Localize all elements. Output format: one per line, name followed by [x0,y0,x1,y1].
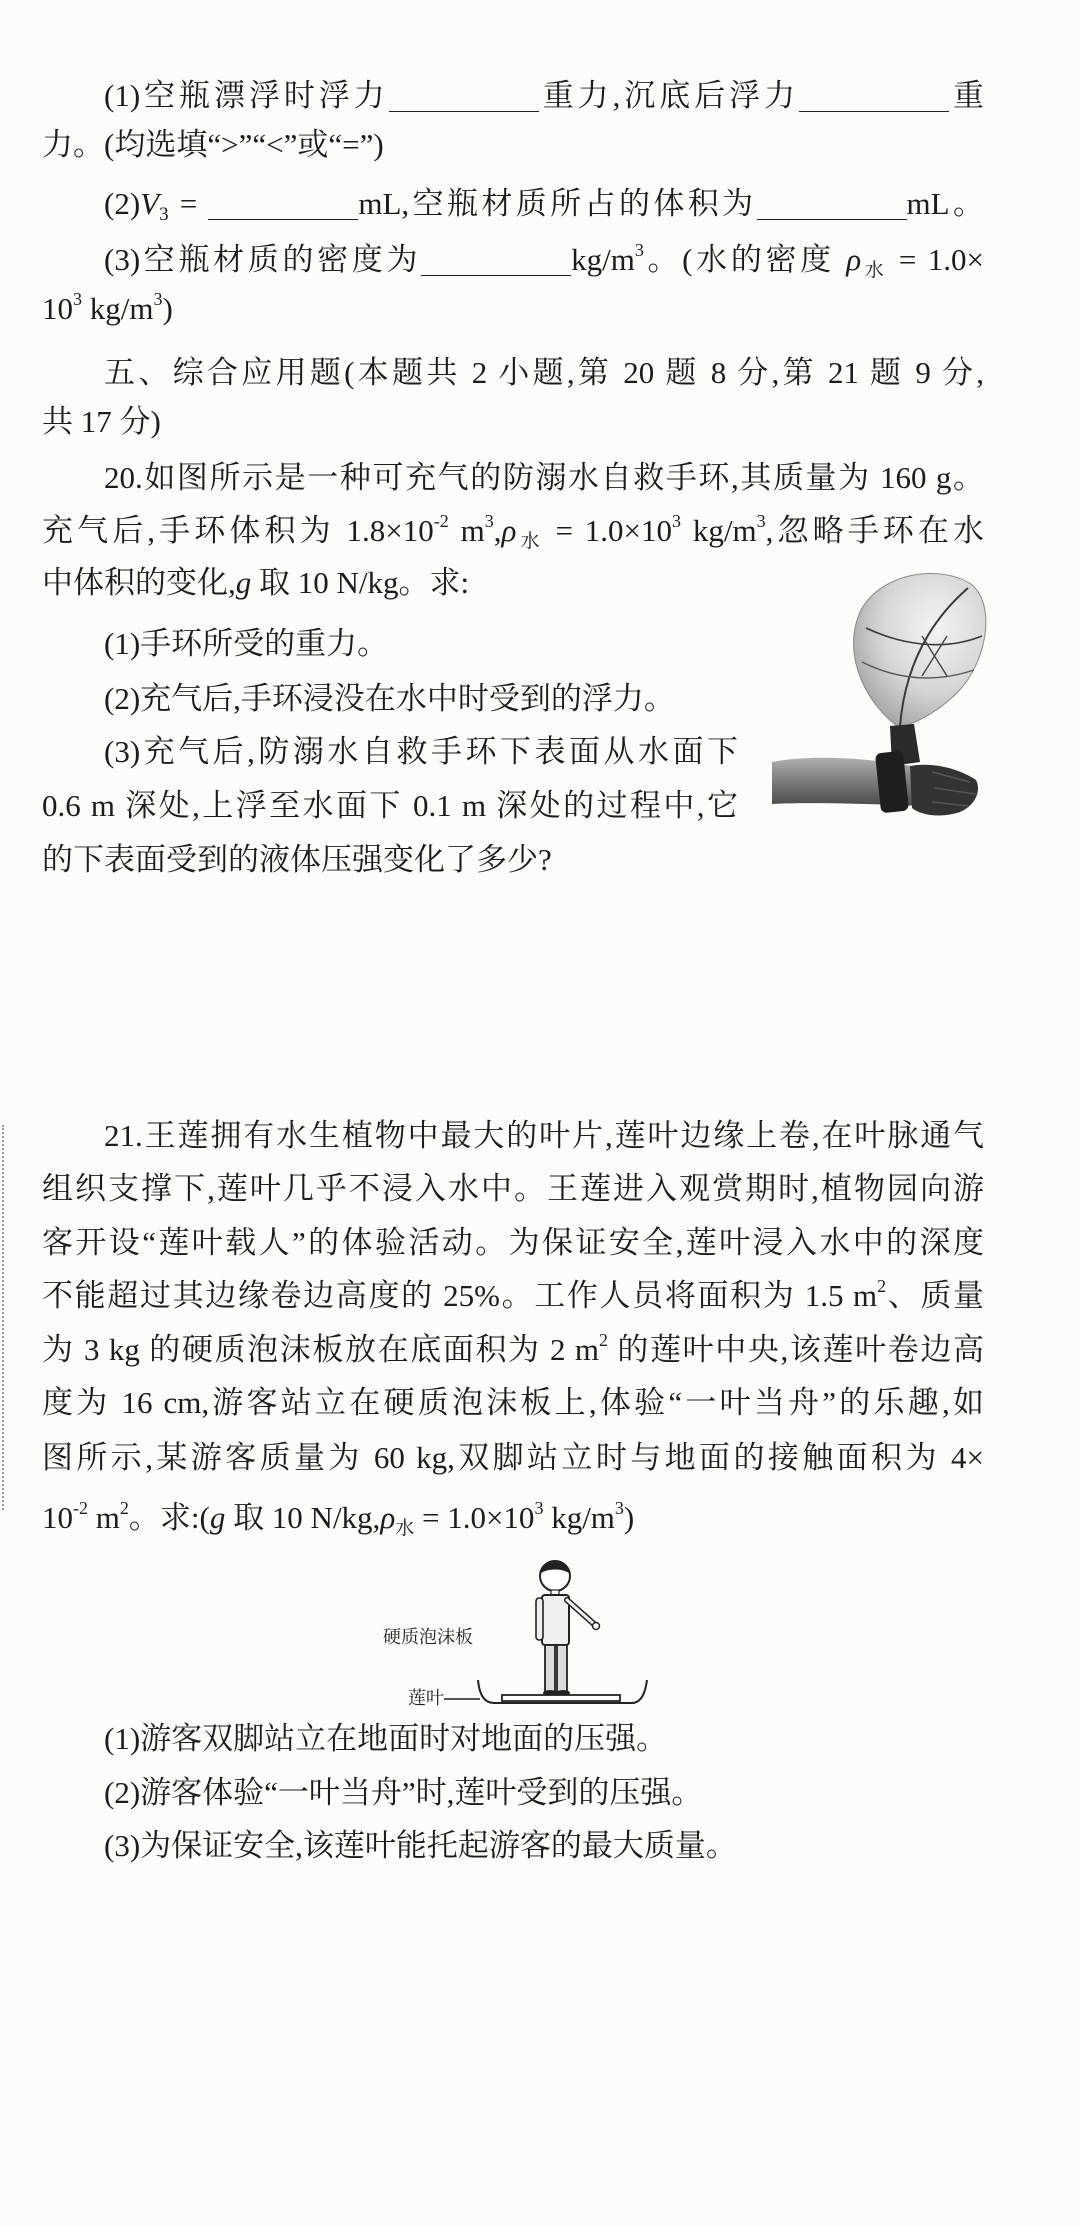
text-run: 充气后,手环体积为 1.8×10 [42,513,434,548]
superscript: 2 [599,1330,609,1350]
italic-symbol: g [209,1500,226,1535]
wrist-float-photo [772,566,987,834]
text-run: 中体积的变化, [42,565,236,600]
superscript: 3 [634,240,644,260]
text-run: 重 [949,78,984,113]
superscript: -2 [433,511,449,531]
superscript: 3 [534,1498,544,1518]
section5-heading-cont [42,402,984,442]
text-run: 。(水的密度 [643,242,847,277]
answer-blank [799,83,949,112]
q21-sub3 [42,1826,984,1866]
q21-stem-line6 [42,1383,984,1423]
text-run: 为 3 kg 的硬质泡沫板放在底面积为 2 m [42,1332,600,1367]
text-run: (3)充气后,防溺水自救手环下表面从水面下 [104,734,738,769]
q19-sub3-line-cont [42,289,984,329]
q20-stem-line1 [42,458,984,498]
q19-sub1-line [42,76,984,116]
text-run: (1)空瓶漂浮时浮力 [104,78,389,113]
text-run: 力。(均选填“>”“<”或“=”) [42,127,384,162]
q21-stem-line5 [42,1330,984,1370]
italic-symbol: ρ [380,1500,396,1535]
text-run: 10 [42,291,73,326]
binding-edge-dotted-line [2,1125,4,1510]
italic-symbol: ρ [846,242,862,277]
text-run: 取 10 N/kg, [225,1500,381,1535]
text-run: (1)手环所受的重力。 [104,626,389,661]
text-run: m [88,1500,120,1535]
q19-sub3-line [42,240,984,280]
text-run: 的莲叶中央,该莲叶卷边高 [608,1332,984,1367]
q21-stem-line1 [42,1116,984,1156]
text-run: 21.王莲拥有水生植物中最大的叶片,莲叶边缘上卷,在叶脉通气 [104,1118,984,1153]
text-run: = 1.0×10 [543,513,673,548]
section5-heading [42,353,984,393]
text-run: (1)游客双脚站立在地面时对地面的压强。 [104,1721,668,1756]
subscript: 水 [861,260,888,281]
foam-board [502,1695,620,1701]
text-run: kg/m [681,513,757,548]
q21-stem-line2 [42,1169,984,1209]
person-leg-right [557,1645,567,1693]
q21-stem-line8 [42,1498,984,1538]
text-run: = 1.0× [887,242,984,277]
text-run: 五、综合应用题(本题共 2 小题,第 20 题 8 分,第 21 题 9 分, [104,355,984,390]
superscript: 3 [73,289,82,309]
q19-sub1-line-cont [42,125,984,165]
text-run: 不能超过其边缘卷边高度的 25%。工作人员将面积为 1.5 m [42,1278,878,1313]
person-left-arm [536,1598,543,1640]
q19-sub2-line [42,184,984,224]
superscript: 3 [484,511,494,531]
person-hand [593,1623,600,1630]
text-run: kg/m [571,242,635,277]
person-torso [542,1595,569,1645]
italic-symbol: ρ [501,513,517,548]
subscript: 水 [516,531,544,552]
text-run: 取 10 N/kg。求: [251,565,470,600]
text-run: m [448,513,485,548]
answer-blank [757,191,907,220]
text-run: , [493,513,502,548]
text-run: 图所示,某游客质量为 60 kg,双脚站立时与地面的接触面积为 4× [42,1440,984,1475]
q21-stem-line7 [42,1438,984,1478]
answer-blank [389,83,539,112]
text-run: mL。 [906,186,984,221]
text-run: 。求:( [128,1500,210,1535]
q20-sub3-line1 [42,732,738,772]
text-run: (3)为保证安全,该莲叶能托起游客的最大质量。 [104,1828,737,1863]
subscript: 水 [395,1518,415,1539]
text-run: = 1.0×10 [414,1500,535,1535]
superscript: 3 [672,511,682,531]
text-run: 、质量 [886,1278,984,1313]
superscript: 2 [877,1276,887,1296]
text-run: 0.6 m 深处,上浮至水面下 0.1 m 深处的过程中,它 [42,788,738,823]
q21-stem-line3 [42,1223,984,1263]
text-run: (2)充气后,手环浸没在水中时受到的浮力。 [104,681,675,716]
text-run: 共 17 分) [42,404,161,439]
text-run: 20.如图所示是一种可充气的防溺水自救手环,其质量为 160 g。 [104,460,984,495]
leaf-label: 莲叶 [408,1688,444,1709]
superscript: 3 [153,289,163,309]
text-run: 重力,沉底后浮力 [538,78,800,113]
text-run: kg/m [543,1500,615,1535]
text-run: (2)游客体验“一叶当舟”时,莲叶受到的压强。 [104,1775,703,1810]
superscript: 3 [756,511,766,531]
text-run: (3)空瓶材质的密度为 [104,242,422,277]
italic-symbol: g [235,565,252,600]
text-run: mL,空瓶材质所占的体积为 [358,186,757,221]
q20-sub3-line3 [42,840,984,880]
superscript: -2 [73,1498,88,1518]
italic-symbol: V [140,186,160,221]
q20-sub3-line2 [42,786,738,826]
text-run: 组织支撑下,莲叶几乎不浸入水中。王莲进入观赏期时,植物园向游 [42,1171,984,1206]
subscript: 3 [159,204,169,225]
text-run: 的下表面受到的液体压强变化了多少? [42,842,552,877]
text-run: (2) [104,186,141,221]
text-run: ,忽略手环在水 [765,513,985,548]
text-run: ) [162,291,173,326]
board-label: 硬质泡沫板 [383,1627,473,1648]
text-run: kg/m [82,291,154,326]
superscript: 2 [119,1498,129,1518]
text-run: = [168,186,209,221]
q20-stem-line2 [42,511,984,551]
answer-blank [208,191,358,220]
q21-stem-line4 [42,1276,984,1316]
text-run: 客开设“莲叶载人”的体验活动。为保证安全,莲叶浸入水中的深度 [42,1225,984,1260]
answer-blank [421,247,571,276]
q21-sub1 [42,1719,984,1759]
text-run: ) [623,1500,635,1535]
person-leg-left [545,1645,555,1693]
q21-sub2 [42,1773,984,1813]
text-run: 度为 16 cm,游客站立在硬质泡沫板上,体验“一叶当舟”的乐趣,如 [42,1385,984,1420]
text-run: 10 [42,1500,73,1535]
superscript: 3 [614,1498,624,1518]
